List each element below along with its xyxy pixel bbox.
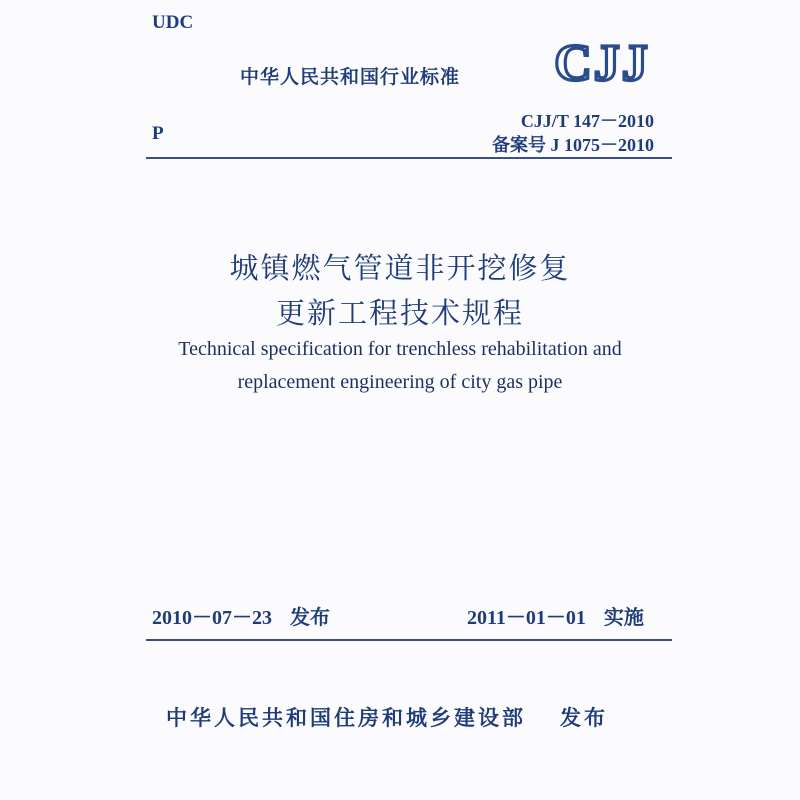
cjj-logo-text: CJJ: [554, 36, 650, 86]
issue-date-block: [152, 601, 330, 630]
udc-label: UDC: [152, 12, 194, 33]
standard-number: CJJ/T 147－2010: [520, 111, 654, 131]
publisher-name: 中华人民共和国住房和城乡建设部: [166, 706, 526, 730]
filing-number: 备案号 J 1075－2010: [492, 135, 654, 155]
publish-label: 发布: [560, 706, 608, 730]
category-label: P: [152, 123, 164, 144]
effective-label: 实施: [603, 605, 644, 629]
industry-standard-label: 中华人民共和国行业标准: [240, 66, 461, 88]
effective-date: 2011－01－01: [467, 607, 586, 629]
title-en-line1: Technical specification for trenchless rehabilitation and: [178, 338, 622, 360]
title-en-line2: replacement engineering of city gas pipe: [237, 371, 563, 393]
top-divider: [146, 157, 672, 159]
publisher-block: [166, 702, 608, 732]
issue-label: 发布: [290, 605, 330, 629]
effective-date-block: [467, 601, 644, 630]
cjj-logo: [546, 36, 658, 86]
title-cn-line1: 城镇燃气管道非开挖修复: [229, 251, 571, 285]
issue-date: 2010－07－23: [152, 607, 272, 629]
bottom-divider: [146, 639, 672, 641]
title-cn-line2: 更新工程技术规程: [275, 296, 524, 330]
